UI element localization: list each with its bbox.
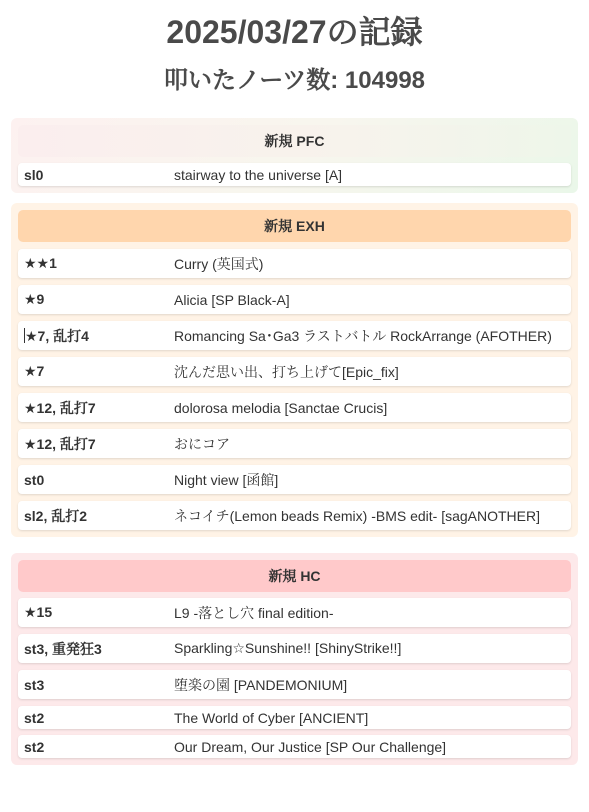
table-row [18, 706, 571, 729]
song-title: dolorosa melodia [Sanctae Crucis] [174, 399, 388, 416]
table-row [18, 465, 571, 494]
song-title: Sparkling☆Sunshine!! [ShinyStrike!!] [174, 640, 402, 656]
song-title: Romancing Sa･Ga3 ラストバトル RockArrange (AFOTHER) [174, 327, 552, 344]
song-title: L9 -落とし穴 final edition- [174, 604, 334, 621]
level-label: ★15 [24, 604, 53, 620]
level-label: ★7 [24, 363, 45, 379]
song-title: ネコイチ(Lemon beads Remix) -BMS edit- [sagANOTHER] [174, 507, 541, 524]
section-header-pfc: 新規 PFC [18, 125, 571, 157]
page-title: 2025/03/27の記録 [166, 14, 423, 50]
table-row [18, 735, 571, 758]
song-title: Alicia [SP Black-A] [174, 291, 290, 308]
section-new-hc [11, 553, 578, 765]
table-row [18, 598, 571, 627]
level-label: st0 [24, 471, 45, 488]
section-new-exh [11, 203, 578, 537]
level-label: st2 [24, 738, 45, 755]
level-label: ★9 [24, 291, 45, 307]
table-row [18, 163, 571, 186]
level-label: sl0 [24, 166, 44, 183]
level-label: ★12, 乱打7 [24, 435, 96, 452]
table-row [18, 670, 571, 699]
table-row [18, 357, 571, 386]
song-title: 沈んだ思い出、打ち上げて[Epic_fix] [174, 363, 399, 380]
section-header-hc: 新規 HC [18, 560, 571, 592]
level-label: st3 [24, 676, 45, 693]
level-label: st3, 重発狂3 [24, 640, 102, 657]
table-row [18, 429, 571, 458]
level-label: st2 [24, 709, 45, 726]
song-title: Curry (英国式) [174, 255, 264, 272]
table-row [18, 321, 571, 350]
notes-count: 叩いたノーツ数: 104998 [163, 67, 426, 94]
section-new-pfc [11, 118, 578, 193]
table-row [18, 501, 571, 530]
section-header-exh: 新規 EXH [18, 210, 571, 242]
song-title: 堕楽の園 [PANDEMONIUM] [174, 676, 348, 693]
table-row [18, 249, 571, 278]
table-row [18, 393, 571, 422]
song-title: Night view [函館] [174, 471, 279, 488]
level-label: ★12, 乱打7 [24, 399, 96, 416]
level-label: sl2, 乱打2 [24, 507, 88, 524]
song-title: おにコア [174, 435, 230, 452]
song-title: stairway to the universe [A] [174, 166, 343, 183]
table-row [18, 634, 571, 663]
level-cell [18, 326, 174, 346]
table-row [18, 285, 571, 314]
song-title: The World of Cyber [ANCIENT] [174, 709, 369, 726]
level-label: ★★1 [24, 255, 57, 271]
level-label: ★7, 乱打4 [25, 327, 89, 344]
song-title: Our Dream, Our Justice [SP Our Challenge] [174, 738, 447, 755]
